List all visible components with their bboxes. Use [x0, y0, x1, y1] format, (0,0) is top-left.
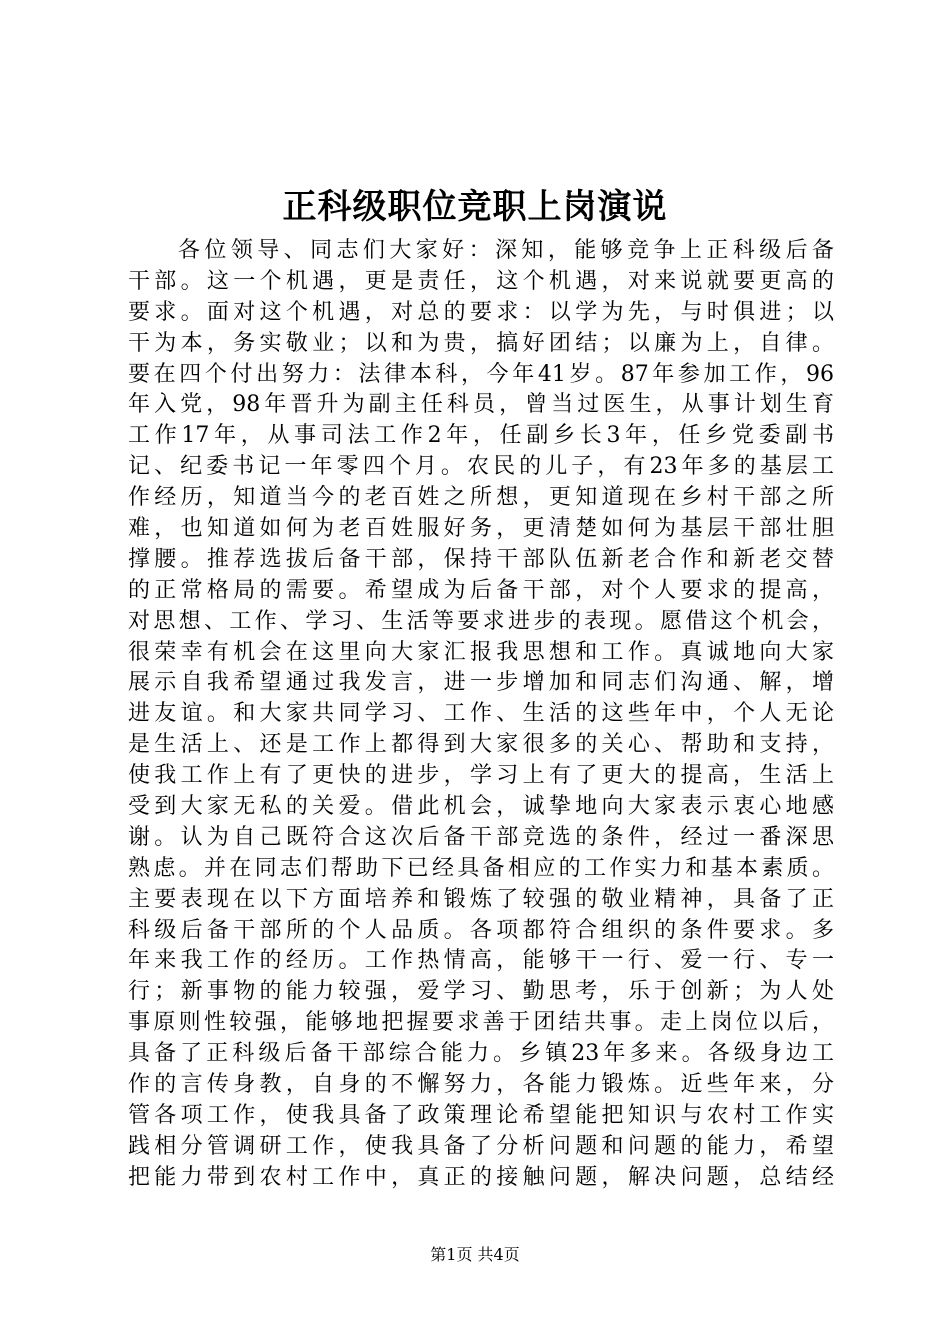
- body-text-line: 把能力带到农村工作中，真正的接触问题，解决问题，总结经: [128, 1164, 834, 1190]
- body-text-line: 撑腰。推荐选拔后备干部，保持干部队伍新老合作和新老交替: [128, 546, 834, 572]
- body-text-line: 熟虑。并在同志们帮助下已经具备相应的工作实力和基本素质。: [128, 855, 834, 881]
- body-text-line: 记、纪委书记一年零四个月。农民的儿子，有23年多的基层工: [128, 454, 834, 480]
- body-text-line: 工作17年，从事司法工作2年，任副乡长3年，任乡党委副书: [128, 423, 834, 449]
- body-text-line: 践相分管调研工作，使我具备了分析问题和问题的能力，希望: [128, 1133, 834, 1159]
- body-text-line: 对思想、工作、学习、生活等要求进步的表现。愿借这个机会，: [128, 608, 834, 634]
- body-text-line: 要在四个付出努力：法律本科，今年41岁。87年参加工作，96: [128, 361, 834, 387]
- body-text-line: 谢。认为自己既符合这次后备干部竞选的条件，经过一番深思: [128, 824, 834, 850]
- body-text-line: 干部。这一个机遇，更是责任，这个机遇，对来说就要更高的: [128, 268, 834, 294]
- body-text-line: 各位领导、同志们大家好：深知，能够竞争上正科级后备: [178, 238, 834, 263]
- body-text-line: 的正常格局的需要。希望成为后备干部，对个人要求的提高，: [128, 577, 834, 603]
- body-text-line: 主要表现在以下方面培养和锻炼了较强的敬业精神，具备了正: [128, 886, 834, 912]
- body-text-line: 难，也知道如何为老百姓服好务，更清楚如何为基层干部壮胆: [128, 516, 834, 542]
- body-text-line: 进友谊。和大家共同学习、工作、生活的这些年中，个人无论: [128, 701, 834, 727]
- body-text-line: 是生活上、还是工作上都得到大家很多的关心、帮助和支持，: [128, 732, 834, 758]
- body-text-line: 作的言传身教，自身的不懈努力，各能力锻炼。近些年来，分: [128, 1072, 834, 1098]
- body-text-line: 事原则性较强，能够地把握要求善于团结共事。走上岗位以后，: [128, 1010, 834, 1036]
- body-text-line: 具备了正科级后备干部综合能力。乡镇23年多来。各级身边工: [128, 1041, 834, 1067]
- body-text-line: 科级后备干部所的个人品质。各项都符合组织的条件要求。多: [128, 917, 834, 943]
- body-text-line: 年入党，98年晋升为副主任科员，曾当过医生，从事计划生育: [128, 392, 834, 418]
- body-text-line: 展示自我希望通过我发言，进一步增加和同志们沟通、解，增: [128, 670, 834, 696]
- body-text-line: 年来我工作的经历。工作热情高，能够干一行、爱一行、专一: [128, 948, 834, 974]
- body-text-line: 管各项工作，使我具备了政策理论希望能把知识与农村工作实: [128, 1102, 834, 1128]
- body-text-line: 干为本，务实敬业；以和为贵，搞好团结；以廉为上，自律。: [128, 330, 834, 356]
- body-text-line: 作经历，知道当今的老百姓之所想，更知道现在乡村干部之所: [128, 485, 834, 511]
- document-body: [128, 236, 834, 1194]
- document-title: 正科级职位竞职上岗演说: [282, 187, 668, 227]
- page-footer: 第1页 共4页: [430, 1245, 520, 1264]
- body-text-line: 很荣幸有机会在这里向大家汇报我思想和工作。真诚地向大家: [128, 639, 834, 665]
- body-text-line: 行；新事物的能力较强，爱学习、勤思考，乐于创新；为人处: [128, 979, 834, 1005]
- body-text-line: 使我工作上有了更快的进步，学习上有了更大的提高，生活上: [128, 763, 834, 789]
- body-text-line: 要求。面对这个机遇，对总的要求：以学为先，与时俱进；以: [128, 299, 834, 325]
- body-text-line: 受到大家无私的关爱。借此机会，诚挚地向大家表示衷心地感: [128, 794, 834, 820]
